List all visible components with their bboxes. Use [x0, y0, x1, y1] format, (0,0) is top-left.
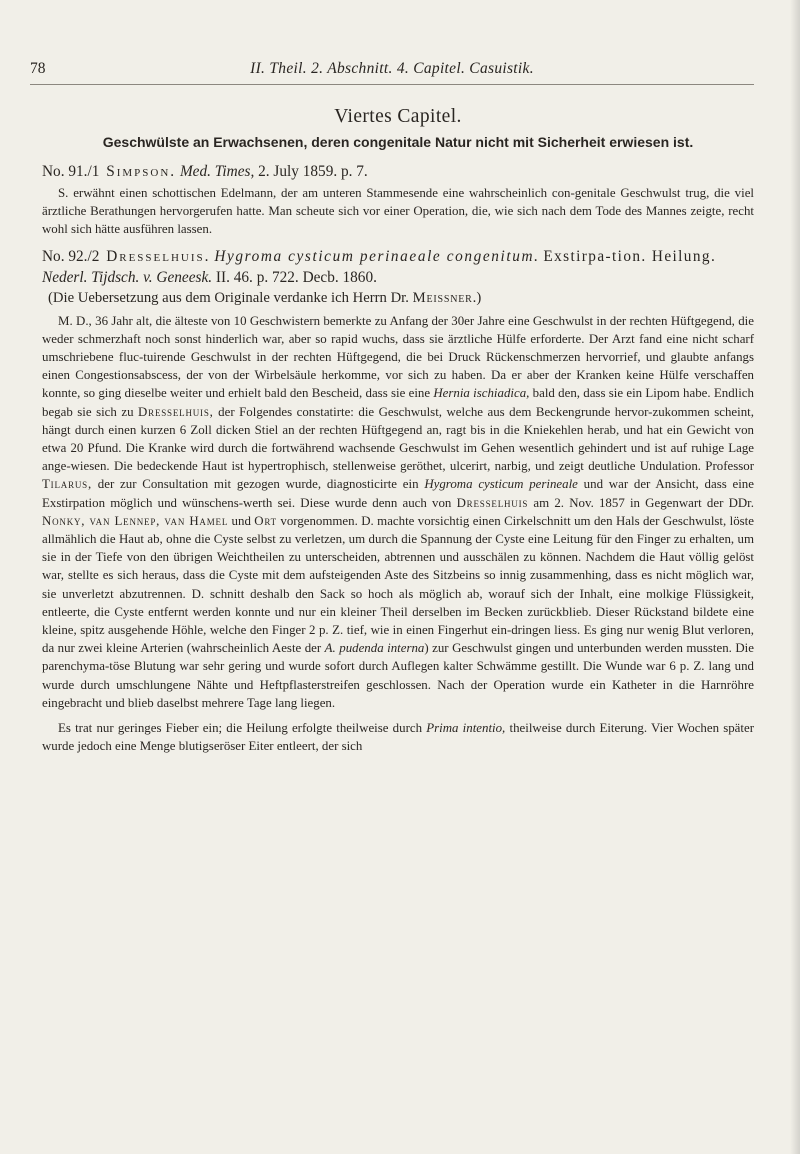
person-name: Nonky, van Lennep, van Hamel [42, 513, 229, 528]
case-author: Dresselhuis. [106, 247, 211, 265]
case-number: No. 91./1 [42, 163, 100, 180]
text-run: der zur Consultation mit gezogen wurde, diagnosticirte ein [97, 477, 419, 492]
text-run-italic: Hygroma cysticum perineale [424, 477, 578, 492]
text-run: der Folgendes constatirte: die Geschwulst, welche aus dem Beckengrunde hervor-zukommen scheint, hängt durch einen kurzen 6 Zoll dicken Stiel an der rechten Hüftgegend an, ragt bis in die Kniekehlen herab, und hat ein Gewicht von etwa 20 Pfund. Die Kranke wird durch die fortwährend wachsende Geschwulst im Gehen wesentlich gehindert und ist auf ruhige Lage ange-wiesen. Die bedeckende Haut ist hypertrophisch, stellenweise geröthet, ulcerirt, narbig, und zeigt deutliche Undulation. Professor [42, 404, 754, 474]
case-92-paragraph-2 [42, 719, 754, 755]
person-name: Ort [254, 513, 277, 528]
case-author: Simpson. [106, 163, 177, 180]
text-run: ) zur Geschwulst gingen und unterbunden werden mussten. Die parenchyma-töse Blutung war sehr gering und wurde sofort durch Auflegen kalter Schwämme gestillt. Die Wunde war 6 p. Z. lang und wurde durch umschlungene Nähte und Heftpflasterstreifen geschlossen. Nach der Operation wurde ein Katheter in die Harnröhre eingebracht und blieb daselbst mehrere Tage lang liegen. [42, 641, 754, 710]
note-name: Meissner [412, 289, 473, 306]
case-title-italic: Hygroma cysticum perinaeale congenitum. [214, 247, 540, 265]
header-rule [30, 84, 754, 85]
text-run: Es trat nur geringes Fieber ein; die Heilung erfolgte theilweise durch [58, 721, 423, 736]
person-name: Dresselhuis [456, 495, 529, 510]
person-name: Dresselhuis, [138, 404, 214, 419]
case-number: No. 92./2 [42, 247, 100, 265]
case-source: Nederl. Tijdsch. v. Geneesk. [42, 268, 213, 286]
section-heading: Geschwülste an Erwachsenen, deren congenitale Natur nicht mit Sicherheit erwiesen ist. [102, 134, 694, 150]
note-prefix: (Die Uebersetzung aus dem Originale verdanke ich Herrn Dr. [48, 289, 409, 306]
chapter-title: Viertes Capitel. [334, 106, 462, 127]
running-header [30, 60, 754, 82]
note-suffix: .) [472, 289, 482, 306]
text-run: am 2. Nov. 1857 in Gegenwart der DDr. [533, 495, 754, 510]
text-run: vorgenommen. D. machte vorsichtig einen Cirkelschnitt um den Hals der Geschwulst, löste allmählich die Haut ab, ohne die Cyste selbst zu verletzen, um durch die Spannung der Cyste eine Leitung für den Finger zu erhalten, um sie in der Tiefe von den übrigen Weichtheilen zu unterscheiden, abtrennen und ausschälen zu können. Nachdem die Haut völlig gelöst war, stellte es sich heraus, dass die Cyste mit dem aufsteigenden Aste des Sitzbeins so innig zusammenhing, dass es nicht möglich war, sie unverletzt abzutrennen. D. schnitt deshalb den Sack so hoch als möglich ab, worauf sich der Inhalt, eine molkige Flüssigkeit, entleerte, die Cyste entfernt werden konnte und nur ein kleiner Theil derselben im Becken zurückblieb. Dieser Rückstand bildete eine kleine, spitz ausgehende Höhle, welche den Finger 2 p. Z. tief, wie in einen Fingerhut ein-dringen liess. Es ging nur wenig Blut verloren, da nur zwei kleine Arterien (wahrscheinlich Aeste der [42, 513, 754, 656]
person-name: Tilarus, [42, 477, 92, 492]
page-edge-shadow [790, 0, 800, 1154]
text-run: bald den, dass sie ein Lipom habe. Endlich begab sie sich zu [42, 386, 754, 419]
text-run-italic: A. pudenda interna [324, 641, 425, 656]
text-run-italic: Hernia ischiadica, [433, 386, 530, 401]
case-citation: II. 46. p. 722. Decb. 1860. [215, 268, 377, 286]
case-citation: 2. July 1859. p. 7. [258, 163, 368, 180]
case-source: Med. Times, [179, 163, 255, 180]
case-92-paragraph-1 [42, 312, 754, 712]
text-run: M. D., 36 Jahr alt, die älteste von 10 Geschwistern bemerkte zu Anfang der 30er Jahre eine Geschwulst in der rechten Hüftgegend, die weder schmerzhaft noch sonst hinderlich war, aber so rapid wuchs, dass sie ärztliche Hülfe erforderte. Der Arzt fand eine nicht scharf umschriebene fluc-tuirende Geschwulst in der rechten Hüftgegend, die bei Druck Rückenschmerzen hervorrief, und glaubte anfangs einen Congestionsabscess, der von der Wirbelsäule herkomme, vor sich zu haben. Da er aber der Kranken keine Hülfe verschaffen konnte, so ging dieselbe weiter und erhielt bald den Bescheid, dass sie eine [42, 313, 754, 401]
text-run-italic: Prima intentio, [426, 721, 506, 736]
text-run: theilweise durch Eiterung. Vier Wochen später wurde jedoch eine Menge blutigseröser Eiter entleert, der sich [42, 721, 755, 754]
running-title: II. Theil. 2. Abschnitt. 4. Capitel. Casuistik. [250, 60, 534, 77]
case-91-heading [42, 161, 754, 182]
text-run: und [231, 513, 251, 528]
translation-note [48, 288, 754, 309]
case-92-heading [42, 246, 754, 288]
case-title-rest: Exstirpa-tion. Heilung. [543, 247, 717, 265]
case-91-text: S. erwähnt einen schottischen Edelmann, der am unteren Stammesende eine wahrscheinlich con-genitale Geschwulst trug, die viel ärztliche Berathungen hervorgerufen hatte. Man scheute sich vor einer Operation, die, wie sich nach dem Tode des Mannes zeigte, recht wohl sich hätte ausführen lassen. [42, 186, 754, 237]
text-run: und war der Ansicht, dass eine Exstirpation möglich und wünschens-werth sei. Diese wurde denn auch von [42, 477, 754, 510]
page-content [42, 92, 754, 755]
page-number: 78 [30, 60, 46, 77]
